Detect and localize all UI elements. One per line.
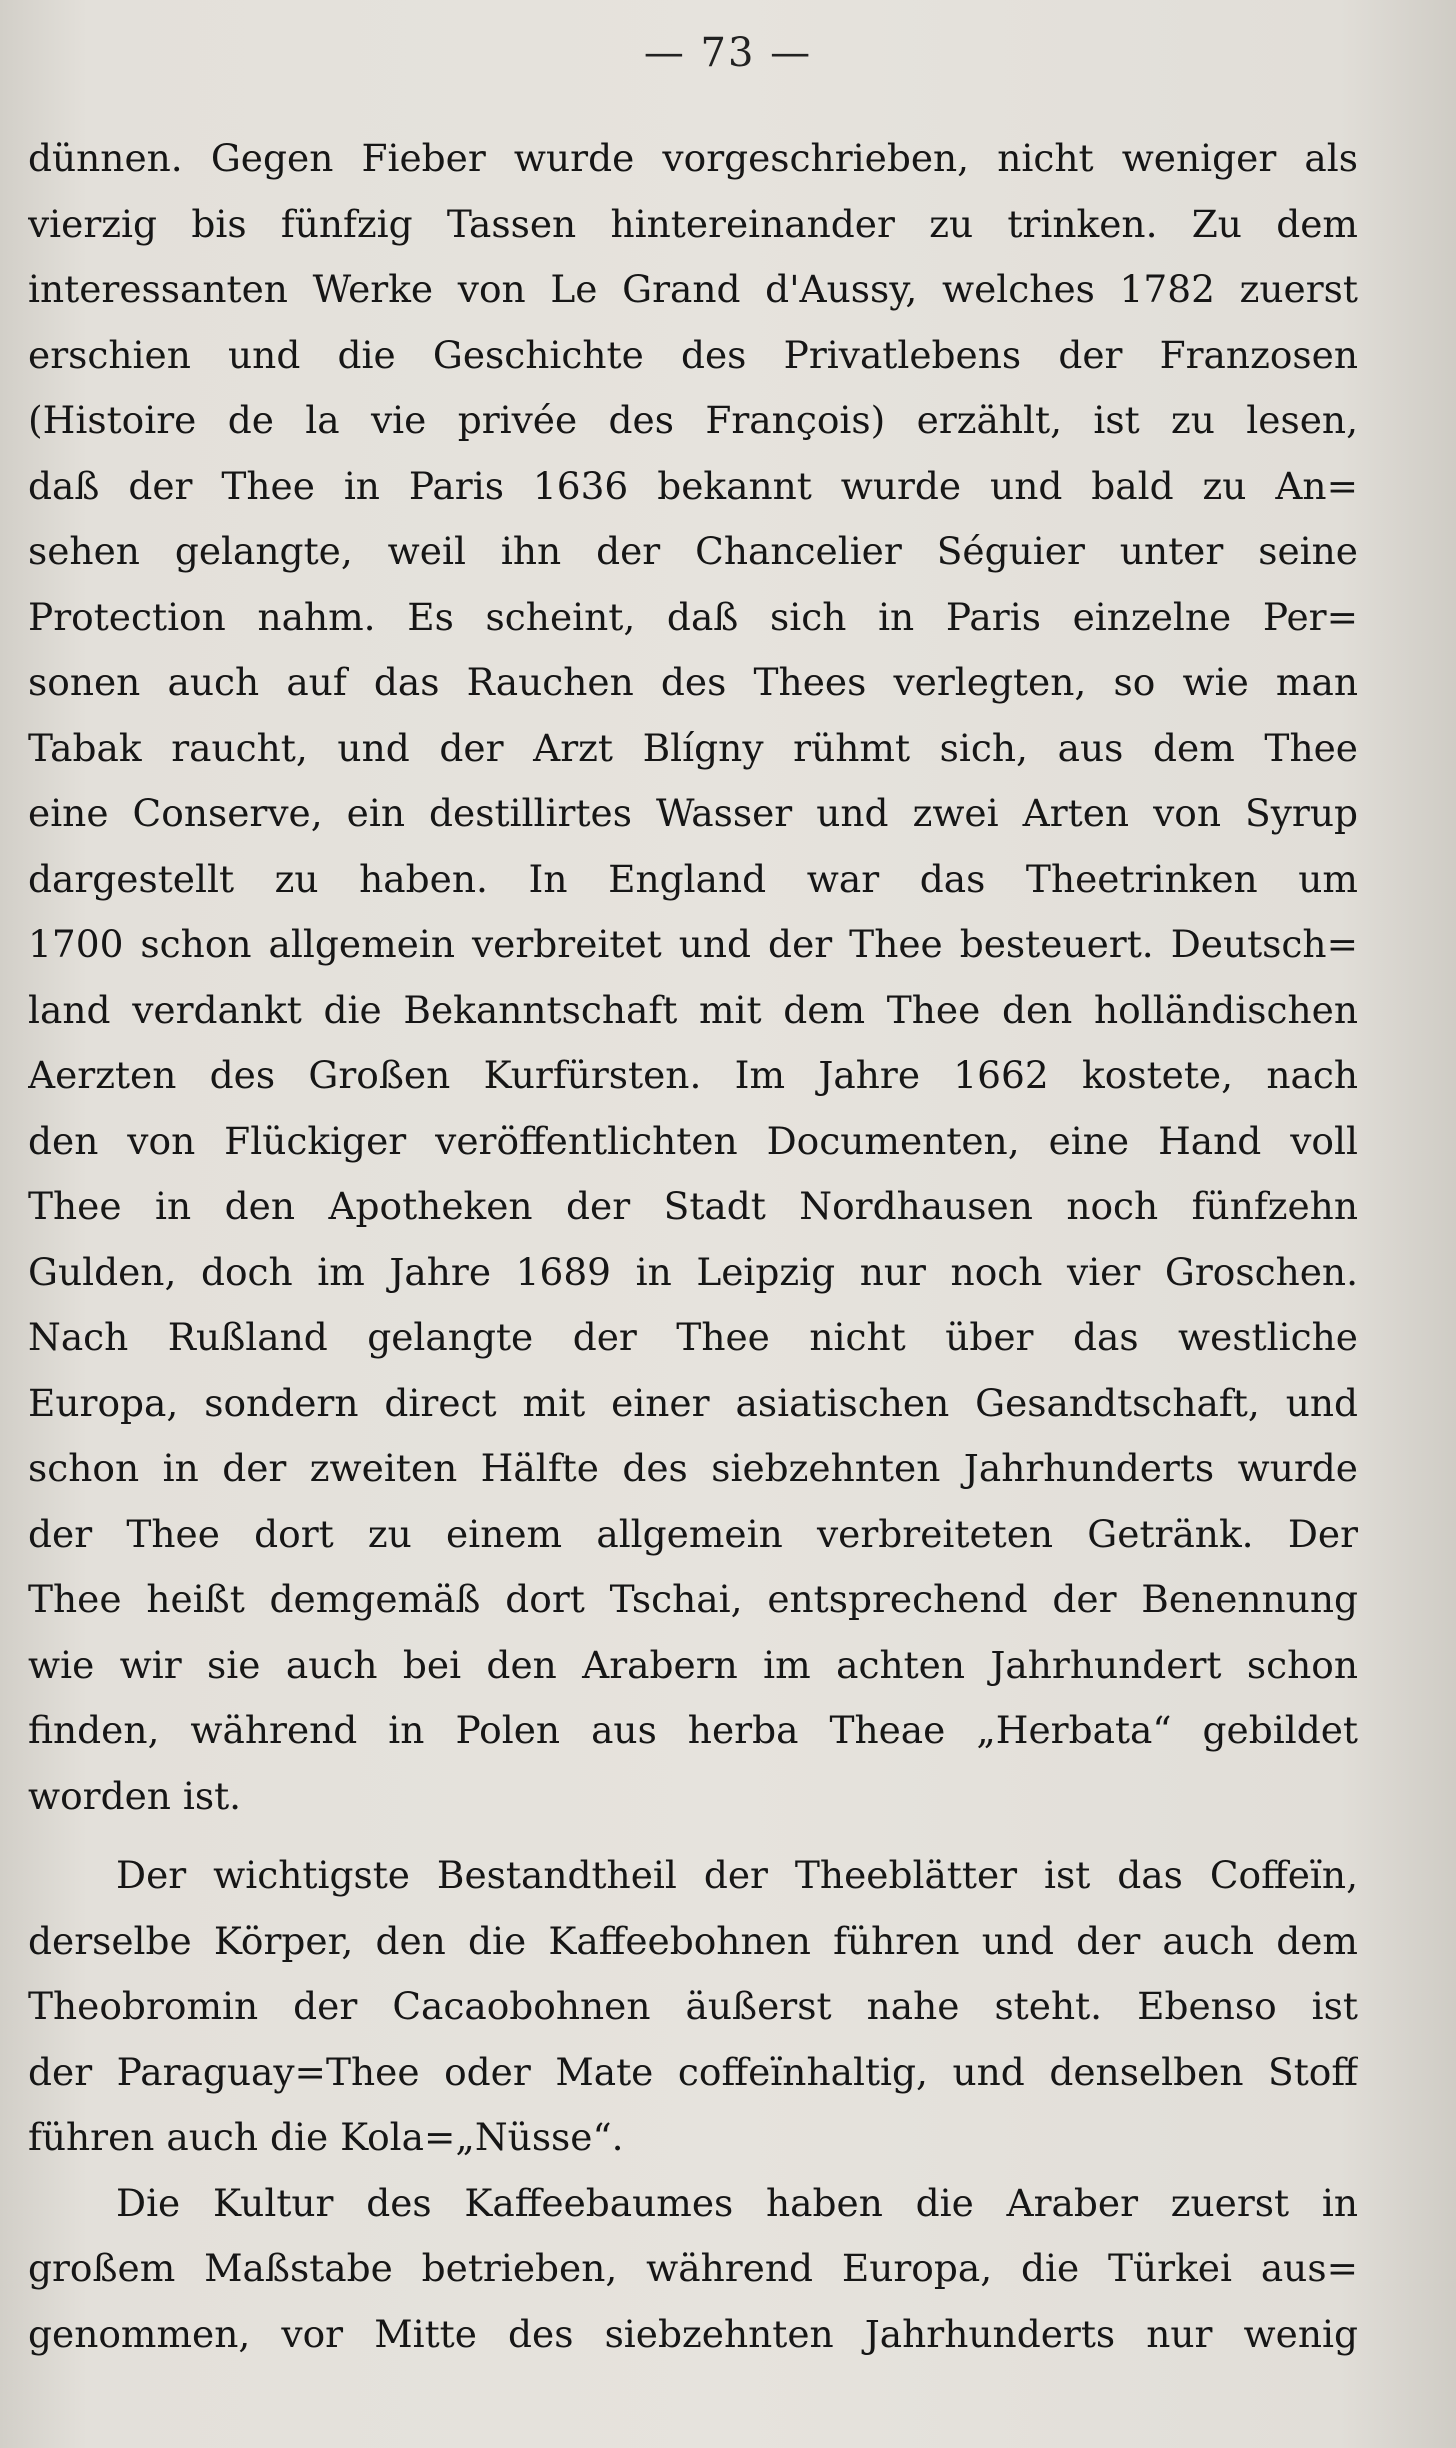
text-line: Gulden, doch im Jahre 1689 in Leipzig nur noch vier Groschen. [28,1249,1358,1294]
text-line: erschien und die Geschichte des Privatlebens der Franzosen [28,332,1358,377]
text-line: Der wichtigste Bestandtheil der Theeblätter ist das Coffeïn, [116,1853,1358,1897]
page-number: — 73 — [643,30,813,76]
text-line: Die Kultur des Kaffeebaumes haben die Araber zuerst in [116,2180,1358,2225]
text-line: land verdankt die Bekanntschaft mit dem Thee den holländischen [28,987,1358,1032]
text-line: Thee in den Apotheken der Stadt Nordhausen noch fünfzehn [28,1184,1358,1228]
text-line: sonen auch auf das Rauchen des Thees verlegten, so wie man [28,660,1358,704]
text-line: den von Flückiger veröffentlichten Documenten, eine Hand voll [28,1118,1358,1163]
text-line: worden ist. [28,1773,242,1818]
text-line: Tabak raucht, und der Arzt Blígny rühmt sich, aus dem Thee [28,725,1358,770]
text-line: der Thee dort zu einem allgemein verbreiteten Getränk. Der [28,1511,1358,1556]
text-line: eine Conserve, ein destillirtes Wasser und zwei Arten von Syrup [28,791,1358,835]
text-line: Theobromin der Cacaobohnen äußerst nahe steht. Ebenso ist [28,1984,1358,2028]
text-line: führen auch die Kola=„Nüsse“. [28,2115,624,2159]
text-line: Aerzten des Großen Kurfürsten. Im Jahre 1662 kostete, nach [28,1053,1358,1097]
text-line: 1700 schon allgemein verbreitet und der Thee besteuert. Deutsch= [28,922,1358,966]
text-line: sehen gelangte, weil ihn der Chancelier Séguier unter seine [28,529,1358,573]
text-line: Nach Rußland gelangte der Thee nicht über das westliche [28,1315,1358,1359]
text-line: großem Maßstabe betrieben, während Europa, die Türkei aus= [28,2246,1358,2290]
body-text [28,126,1358,2367]
text-line: Protection nahm. Es scheint, daß sich in Paris einzelne Per= [28,594,1358,639]
text-line: derselbe Körper, den die Kaffeebohnen führen und der auch dem [28,1918,1358,1963]
text-line: Thee heißt demgemäß dort Tschai, entsprechend der Benennung [28,1577,1358,1621]
text-line: daß der Thee in Paris 1636 bekannt wurde und bald zu An= [28,463,1358,508]
text-line: (Histoire de la vie privée des François) erzählt, ist zu lesen, [28,398,1358,442]
text-line: wie wir sie auch bei den Arabern im achten Jahrhundert schon [28,1642,1358,1687]
text-line: Europa, sondern direct mit einer asiatischen Gesandtschaft, und [28,1380,1358,1425]
text-line: der Paraguay=Thee oder Mate coffeïnhaltig, und denselben Stoff [28,2049,1358,2094]
text-line: dargestellt zu haben. In England war das Theetrinken um [28,856,1358,901]
text-line: schon in der zweiten Hälfte des siebzehnten Jahrhunderts wurde [28,1446,1358,1490]
text-line: dünnen. Gegen Fieber wurde vorgeschrieben, nicht weniger als [28,136,1358,180]
text-line: vierzig bis fünfzig Tassen hintereinander zu trinken. Zu dem [28,201,1358,246]
text-line: genommen, vor Mitte des siebzehnten Jahrhunderts nur wenig [28,2311,1358,2356]
text-line: finden, während in Polen aus herba Theae „Herbata“ gebildet [28,1708,1358,1752]
paragraph-gap [28,1829,1358,1843]
text-line: interessanten Werke von Le Grand d'Aussy, welches 1782 zuerst [28,267,1358,311]
